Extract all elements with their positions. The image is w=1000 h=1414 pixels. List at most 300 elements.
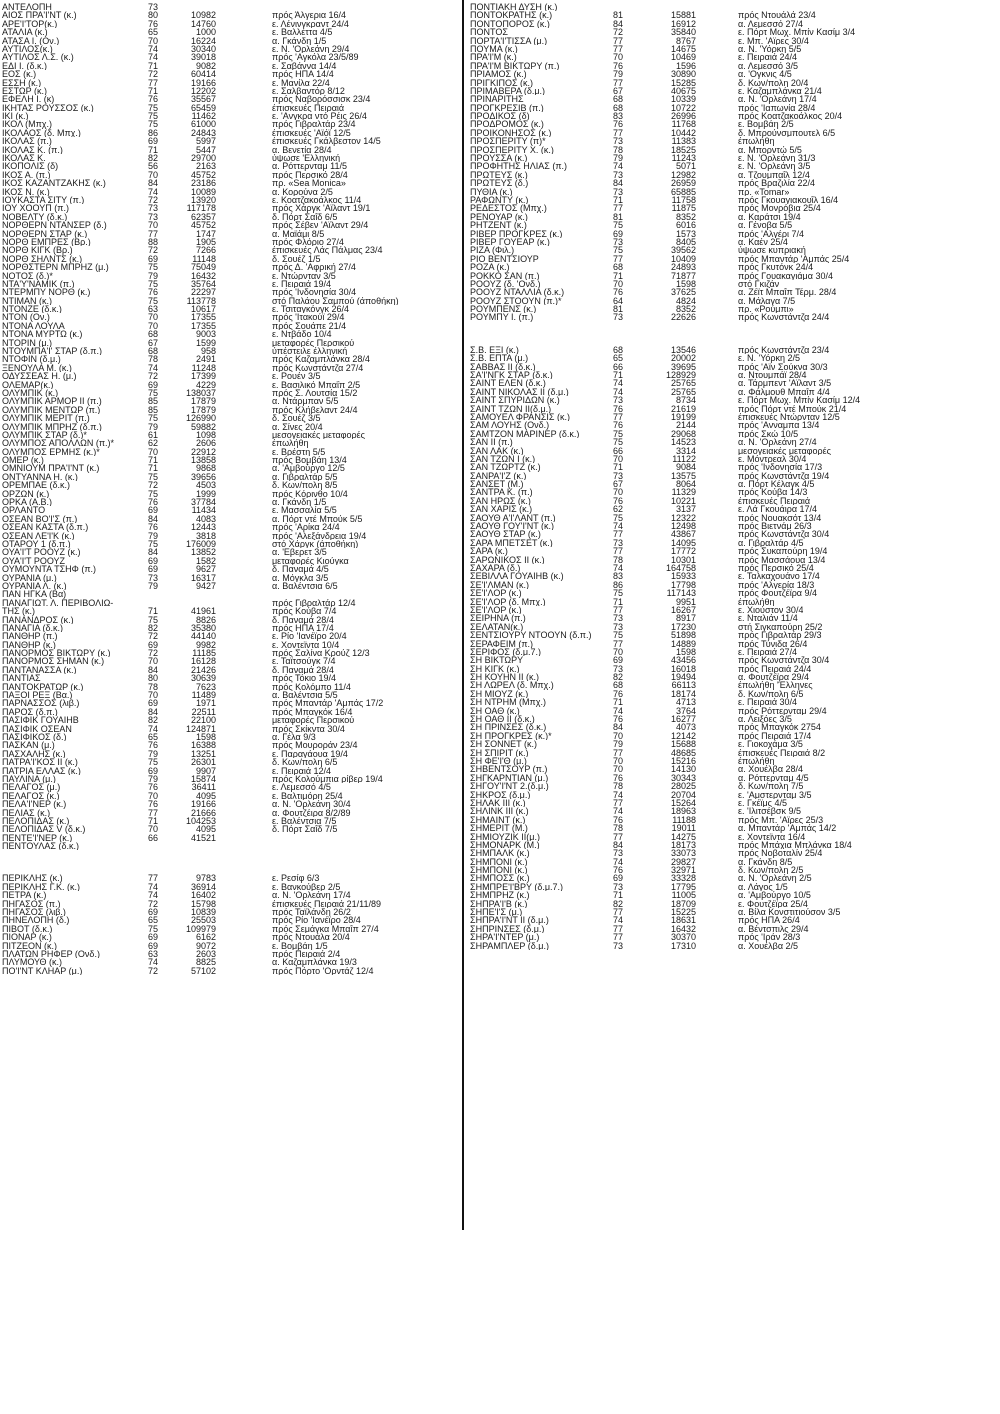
build-year: 77 [613, 204, 624, 213]
tonnage: 10339 [670, 95, 696, 104]
ship-status: πρός 'Ιράν 28/3 [738, 933, 801, 942]
tonnage: 29827 [670, 857, 696, 867]
ship-entry [470, 95, 825, 103]
tonnage: 11434 [191, 506, 216, 515]
build-year: 80 [148, 11, 159, 20]
tonnage: 16912 [670, 19, 696, 29]
build-year: 61 [148, 430, 159, 440]
tonnage: 33073 [670, 849, 696, 858]
tonnage: 12142 [670, 731, 696, 741]
build-year: 76 [148, 800, 159, 809]
build-year: 77 [613, 798, 624, 808]
ship-status: ε. Φουτζέϊρα 25/4 [738, 899, 808, 909]
tonnage: 16432 [670, 924, 696, 934]
ship-status: ε. Ντώρνταν 3/5 [272, 271, 336, 280]
right-column [470, 3, 861, 950]
ship-name: ΣΗΒΕΝΤΣΟΥΡ (π.) [470, 765, 548, 774]
ship-status: ε. Βομβάη 1/5 [272, 941, 328, 950]
build-year: 85 [148, 397, 159, 406]
tonnage: 124871 [185, 724, 216, 733]
ship-status: α. Χουέλβα 2/5 [738, 941, 799, 950]
ship-entry [470, 614, 825, 622]
ship-name: ΣΗΜΠΡΗΖ (κ.) [470, 891, 530, 900]
ship-entry [0, 490, 460, 498]
ship-entry [470, 297, 825, 305]
ship-entry [0, 741, 460, 749]
ship-name: ΣΑΝΤΡΑ Κ. (π.) [470, 488, 533, 497]
tonnage: 11489 [191, 691, 216, 700]
ship-status: ε. Πόρτ Μωχ. Μπίν Κασίμ 12/4 [738, 396, 861, 405]
ship-status: πρός Τόκιο 19/4 [272, 674, 337, 683]
ship-entry [470, 195, 839, 205]
ship-entry [0, 733, 460, 741]
ship-name: ΣΑΝ ΛΑΚ (κ.) [470, 446, 524, 455]
build-year: 77 [613, 44, 624, 54]
ship-name: ΙΚΟΠΟΛΙΣ (δ) [2, 162, 59, 171]
ship-name: ΟΡΕΜΠΑΕ (δ.κ.) [2, 481, 71, 490]
build-year: 70 [613, 279, 624, 289]
ship-status: α. Καράτσι 19/4 [738, 212, 801, 222]
build-year: 69 [148, 699, 159, 708]
ship-name: ΣΗΚΡΟΣ (δ.μ.) [470, 790, 531, 799]
tonnage: 26996 [670, 112, 696, 121]
tonnage: 43456 [670, 656, 696, 665]
tonnage: 30890 [670, 70, 696, 79]
ship-status: ε. Γκέϊμς 4/5 [738, 798, 788, 808]
ship-status: πρός Βιετνάμ 26/3 [738, 522, 812, 531]
ship-name: ΣΑΟΥΘ ΓΟΥ'Ι'ΝΤ (κ.) [470, 522, 555, 531]
ship-entry [470, 547, 828, 556]
ship-status: πρός 'Ανναμπα 13/4 [738, 421, 820, 430]
ship-entry [0, 674, 460, 682]
ship-name: ΟΥΑ'Ι'Τ ΡΟΟΥΖ (κ.) [2, 548, 81, 557]
ship-entry [0, 104, 460, 112]
ship-status: α. Σίνες 20/4 [272, 422, 323, 431]
ship-entry [470, 883, 825, 891]
tonnage: 45752 [190, 221, 216, 230]
ship-status: ε. Ταϊτσούγκ 7/4 [272, 657, 336, 666]
ship-name: ΝΤΟΝΖΕ (δ.κ.) [2, 305, 62, 314]
build-year: 71 [148, 464, 159, 473]
ship-name: ΠΡΟΦΗΤΗΣ ΗΛΙΑΣ (π.) [470, 162, 568, 171]
ship-entry [470, 514, 825, 522]
build-year: 84 [148, 179, 159, 188]
build-year: 71 [613, 698, 624, 707]
tonnage: 15881 [670, 11, 696, 20]
ship-entry [0, 179, 460, 187]
ship-name: ΠΑΝΤΙΑΣ [2, 674, 41, 683]
build-year: 72 [148, 246, 159, 255]
ship-entry [0, 800, 460, 808]
tonnage: 11383 [671, 137, 696, 146]
ship-entry [470, 900, 825, 908]
ship-name: ΣΗΜΠΑΛΚ (κ.) [470, 849, 530, 858]
ship-entry [0, 874, 460, 882]
ship-status: πρ. «Tomar» [738, 187, 790, 196]
ship-name: ΠΡΟΣΠΕΡΙΤΥ (π)* [470, 137, 546, 146]
ship-status: α. Ρόττερνταμ 4/5 [738, 773, 809, 783]
build-year: 76 [613, 715, 624, 724]
ship-name: ΕΣΤΩΡ (κ.) [2, 86, 47, 96]
tonnage: 15264 [670, 798, 696, 808]
tonnage: 20704 [670, 790, 696, 799]
build-year: 70 [148, 691, 159, 700]
ship-entry [470, 656, 830, 665]
tonnage: 16018 [670, 664, 696, 674]
ship-name: ΝΟΡΘΕΡΝ ΝΤΑΝΣΕΡ (δ.) [2, 221, 107, 230]
tonnage: 14130 [670, 765, 696, 774]
build-year: 76 [148, 19, 159, 29]
ship-status: πρός Άλγερια 16/4 [272, 11, 347, 20]
tonnage: 5071 [675, 162, 696, 171]
ship-name: ΠΕΛΟΠΙΔΑΣ (κ.) [2, 816, 70, 826]
ship-status: πρός Πόρτο 'Ορντάζ 12/4 [272, 966, 374, 976]
build-year: 77 [613, 36, 624, 45]
build-year: 74 [613, 162, 624, 171]
ship-name: ΣΕΒΙΛΛΑ ΓΟΥΑΙΗΒ (κ.) [470, 572, 564, 581]
ship-name: ΡΙΒΕΡ ΓΟΥΕΑΡ (κ.) [470, 237, 550, 247]
ship-entry [470, 572, 825, 580]
ship-status: ε. Μόντρεαλ 30/4 [738, 454, 807, 464]
ship-status: ε. Βαλλέττα 4/5 [272, 28, 333, 37]
build-year: 69 [148, 908, 159, 917]
section-gap [0, 850, 460, 874]
tonnage: 4824 [675, 296, 696, 306]
ship-entry [470, 354, 825, 362]
ship-status: πρός Κοατζακοάλκος 20/4 [738, 112, 843, 121]
ship-entry [470, 471, 830, 481]
tonnage: 4083 [195, 514, 216, 524]
build-year: 72 [148, 372, 159, 381]
ship-entry [0, 767, 460, 775]
ship-name: ΑΤΑΛΙΑ (κ.) [2, 28, 48, 37]
ship-entry [470, 807, 825, 815]
ship-entry [470, 891, 825, 899]
tonnage: 12322 [670, 513, 696, 523]
ship-name: ΠΗΝΕΛΟΠΗ (δ.) [2, 916, 70, 925]
tonnage: 19494 [670, 673, 696, 682]
ship-name: ΠΑΝΤΑΝΑΣΣΑ (κ.) [2, 665, 77, 675]
ship-status: έπισκευές 'Αϊόϊ 12/5 [272, 128, 351, 138]
tonnage: 41961 [190, 607, 216, 616]
tonnage: 17310 [670, 941, 696, 950]
ship-entry [470, 238, 825, 246]
build-year: 82 [613, 899, 624, 909]
ship-name: ΑΡΕ'Ι'ΤΟΡ(κ.) [2, 19, 58, 29]
ship-name: ΣΗΜΠΡΕ'Ι'ΒΡΥ (δ.μ.7.) [470, 882, 564, 892]
tonnage: 26301 [190, 758, 216, 767]
tonnage: 10469 [670, 53, 696, 62]
ship-status: πρός Γουακαγιάμα 30/4 [738, 271, 833, 280]
ship-name: ΟΣΕΑΝ ΒΟ'Ι'Σ (π.) [2, 514, 78, 524]
ship-name: ΠΗΓΑΣΟΣ (π.) [2, 899, 61, 909]
build-year: 77 [148, 874, 159, 883]
ship-entry [0, 79, 460, 87]
ship-name: ΝΤΟΥΜΠΑ'Ι' ΣΤΑΡ (δ.π.) [2, 347, 102, 356]
ship-entry [0, 70, 460, 78]
ship-entry [0, 758, 460, 766]
ship-status: πρός Βραζιλία 22/4 [738, 179, 816, 188]
ship-status: α. Μπαντάρ 'Αμπάς 14/2 [738, 824, 837, 833]
build-year: 79 [148, 422, 159, 431]
tonnage: 14095 [670, 538, 696, 548]
ship-name: ΠΟΝΤΟΠΟΡΟΣ (κ.) [470, 19, 550, 29]
build-year: 70 [148, 791, 159, 801]
ship-name: ΠΟΝΤΟΣ [470, 28, 508, 37]
build-year: 65 [148, 28, 159, 37]
build-year: 75 [613, 438, 624, 447]
ship-entry [470, 3, 825, 11]
tonnage: 30639 [190, 674, 216, 683]
tonnage: 17355 [190, 321, 216, 331]
build-year: 84 [148, 548, 159, 557]
build-year: 68 [613, 263, 624, 272]
tonnage: 9951 [675, 597, 696, 606]
ship-name: ΠΡΙΝΑΡΙΤΗΣ [470, 95, 524, 104]
tonnage: 13852 [190, 548, 216, 557]
build-year: 74 [613, 387, 624, 397]
tonnage: 29068 [670, 429, 696, 439]
build-year: 75 [613, 589, 624, 598]
ship-name: ΣΕΙΡΗΝΑ (π.) [470, 614, 526, 623]
tonnage: 14760 [190, 19, 216, 29]
ship-name: ΠΕΛΑ'Ι'ΝΕΡ (κ.) [2, 800, 67, 809]
ship-name: ΠΑΣΚΑΝ (μ.) [2, 741, 55, 750]
build-year: 82 [148, 716, 159, 725]
ship-status: α. Ν. 'Ορλεάνη 17/4 [738, 95, 817, 104]
ship-name: ΣΗ ΠΡΙΝΣΕΣ (δ.κ.) [470, 723, 547, 732]
ship-name: ΠΑΣΙΦΙΚ ΓΟΥΑΙΗΒ [2, 716, 79, 725]
build-year: 70 [613, 454, 624, 464]
build-year: 63 [148, 949, 159, 959]
tonnage: 41521 [190, 833, 216, 843]
ship-name: ΙΚΗΤΑΣ ΡΟΥΣΣΟΣ (κ.) [2, 103, 94, 113]
build-year: 74 [613, 790, 624, 799]
ship-name: ΠΕΡΙΚΛΗΣ (κ.) [2, 874, 63, 883]
build-year: 69 [148, 556, 159, 566]
ship-name: ΣΗ ΟΑΘ ΙΙ (δ.κ.) [470, 715, 535, 724]
tonnage: 9627 [195, 565, 216, 574]
ship-entry [0, 339, 460, 347]
ship-entry [0, 313, 460, 321]
tonnage: 65885 [670, 187, 696, 196]
build-year: 73 [613, 664, 624, 674]
build-year: 78 [613, 782, 624, 791]
ship-name: ΠΡΩΤΕΥΣ (κ.) [470, 170, 528, 180]
build-year: 65 [613, 354, 624, 363]
build-year: 68 [613, 103, 624, 113]
ship-status: πρός Μασσάουα 13/4 [738, 555, 826, 565]
ship-status: πρός Σουάπε 21/4 [272, 321, 347, 331]
ship-name: ΙΚΟΣ ΚΑΖΑΝΤΖΑΚΗΣ (κ.) [2, 179, 106, 188]
build-year: 76 [613, 689, 624, 699]
ship-entry [0, 699, 460, 707]
ship-name: ΟΜΕΡ (κ.) [2, 456, 44, 465]
build-year: 69 [148, 506, 159, 515]
ship-entry [0, 381, 460, 389]
ship-name: ΠΡΟΥΣΣΑ (κ.) [470, 154, 528, 163]
ship-entry [470, 866, 825, 874]
ship-entry [0, 230, 460, 238]
ship-status: ύψωσε 'Ελληνική [272, 154, 341, 163]
ship-status: δ. Μπρούνσμπουτελ 6/5 [738, 128, 836, 138]
build-year: 77 [613, 78, 624, 87]
ship-name: ΣΗΠΡΑ'Ι'ΝΤ ΙΙ (δ.μ.) [470, 916, 549, 925]
ship-name: ΡΟΟΥΖ (δ. 'Ονδ.) [470, 279, 541, 289]
build-year: 74 [148, 882, 159, 892]
ship-name: ΕΣΣΗ (κ.) [2, 78, 42, 87]
tonnage: 4095 [195, 791, 216, 801]
ship-entry [0, 624, 460, 632]
ship-entry [0, 246, 460, 254]
ship-name: ΣΕ'Ι'ΛΟΡ (κ.) [470, 589, 522, 598]
tonnage: 48685 [670, 748, 696, 757]
ship-status: α. Γιβραλτάρ 5/5 [272, 472, 338, 482]
tonnage: 61000 [190, 120, 216, 129]
tonnage: 11005 [671, 891, 696, 900]
tonnage: 22912 [190, 447, 216, 457]
ship-status: πρός Ντουάλα 20/4 [272, 933, 350, 942]
ship-entry [470, 11, 825, 19]
ship-status: πρός ΗΠΑ 14/4 [272, 70, 334, 79]
ship-entry [470, 288, 837, 297]
build-year: 74 [613, 379, 624, 388]
ship-name: ΑΙΟΣ ΠΡΑ'Ι'ΝΤ (κ.) [2, 11, 77, 20]
ship-name: ΡΙΒΕΡ ΠΡΟΓΚΡΕΣ (κ.) [470, 229, 563, 238]
tonnage: 24843 [190, 128, 216, 138]
ship-entry [470, 564, 825, 572]
ship-status: πρός ΗΠΑ 26/4 [738, 916, 800, 925]
ship-name: ΟΛΥΜΠΙΚ ΣΤΑΡ (δ.)* [2, 430, 87, 440]
ship-name: ΡΟΖΑ (κ.) [470, 263, 510, 272]
ship-entry [470, 204, 825, 212]
tonnage: 21426 [190, 665, 216, 675]
build-year: 71 [148, 607, 159, 616]
ship-entry [470, 62, 825, 70]
ship-entry [470, 463, 825, 471]
build-year: 68 [148, 347, 159, 356]
tonnage: 18631 [670, 916, 696, 925]
build-year: 75 [148, 296, 159, 306]
build-year: 71 [148, 145, 159, 155]
ship-entry [470, 79, 825, 87]
ship-entry [0, 506, 460, 514]
ship-status: πρός Τύνιδα 26/4 [738, 639, 808, 648]
ship-name: ΝΟΡΘ ΕΜΠΡΕΣ (Βρ.) [2, 237, 91, 247]
build-year: 75 [613, 513, 624, 523]
ship-entry [0, 11, 460, 19]
build-year: 75 [148, 472, 159, 482]
ship-status: ε. Τσιταγκόνγκ 26/4 [272, 305, 349, 314]
ship-status: πρός Πειραιά 2/4 [272, 949, 341, 959]
ship-name: ΟΣΕΑΝ ΛΕ'Ι'Κ (κ.) [2, 531, 75, 541]
ship-entry [470, 816, 825, 824]
tonnage: 8064 [675, 480, 696, 489]
ship-status: ε. Ρουέν 3/5 [272, 372, 321, 381]
ship-name: ΣΗΡΑΜΠΛΕΡ (δ.μ.) [470, 941, 549, 950]
ship-entry [470, 874, 825, 882]
ship-entry [0, 263, 460, 271]
tonnage: 19166 [190, 78, 216, 87]
build-year: 81 [613, 305, 624, 314]
tonnage: 10221 [670, 496, 696, 506]
ship-name: ΠΑΝ ΗΓΚΑ (Βα) [2, 590, 67, 599]
ship-status: α. 'Ογκνις 4/5 [738, 70, 792, 79]
build-year: 77 [613, 924, 624, 934]
ship-status: πρός Ναβορόσσισκ 23/4 [272, 95, 371, 104]
tonnage: 113778 [186, 296, 216, 306]
ship-status: α. Μάλαγα 7/5 [738, 296, 796, 306]
ship-name: ΠΥΘΙΑ (κ.) [470, 187, 513, 196]
ship-status: α. Βαλέντσια 5/5 [272, 691, 338, 700]
build-year: 75 [148, 263, 159, 272]
ship-entry [470, 765, 825, 773]
ship-name: ΣΕ'Ι'ΛΟΡ (κ.) [470, 605, 522, 615]
tonnage: 10301 [670, 555, 696, 565]
ship-status: ε. Σαλβαντόρ 8/12 [272, 86, 345, 96]
ship-name: ΙΚΟΛΑΣ (π.) [2, 137, 52, 146]
ship-status: δ. Κων/πολη 20/4 [738, 78, 809, 87]
ship-entry [0, 649, 460, 657]
build-year: 66 [613, 362, 624, 372]
ship-entry [0, 548, 460, 556]
ship-name: ΣΑΝ ΧΑΡΙΣ (κ.) [470, 505, 533, 514]
ship-status: πρός Πειραιά 17/4 [738, 731, 812, 741]
ship-status: πρός Κούβα 7/4 [272, 607, 337, 616]
ship-entry [470, 112, 843, 121]
tonnage: 1905 [195, 237, 216, 247]
ship-entry [470, 404, 847, 413]
ship-status: έπισκευές Λάς Πάλμας 23/4 [272, 246, 383, 255]
tonnage: 60414 [190, 70, 216, 79]
tonnage: 18709 [670, 899, 696, 909]
build-year: 62 [613, 505, 624, 514]
tonnage: 8352 [675, 212, 696, 222]
build-year: 77 [148, 229, 159, 238]
build-year: 64 [613, 296, 624, 306]
ship-name: ΠΕΛΟΠΙΔΑΣ V (δ.κ.) [2, 825, 86, 834]
build-year: 73 [613, 941, 624, 950]
ship-entry [470, 623, 825, 631]
tonnage: 25765 [670, 387, 696, 397]
build-year: 88 [148, 237, 159, 247]
ship-entry [470, 858, 825, 866]
ship-entry [0, 809, 460, 817]
ship-entry [0, 129, 460, 137]
left-column [0, 3, 460, 975]
ship-entry [0, 330, 460, 338]
ship-status: α. Τάρμπεντ 'Αϊλαντ 3/5 [738, 379, 832, 388]
tonnage: 36411 [191, 783, 216, 792]
build-year: 75 [148, 758, 159, 767]
tonnage: 15933 [670, 572, 696, 581]
ship-name: ΟΥΡΑΝΙΑ Λ. (κ.) [2, 581, 67, 591]
ship-entry [470, 925, 825, 933]
build-year: 75 [148, 924, 159, 934]
ship-status: μεταφορές Περσικού [272, 338, 355, 348]
ship-name: ΠΑΡΝΑΣΣΟΣ (λιβ.) [2, 699, 80, 708]
ship-status: πρός Πόρτ ντέ Μπούκ 21/4 [738, 404, 847, 413]
ship-status: ε. Κοατζακοάλκος 11/4 [272, 195, 362, 205]
tonnage: 25765 [670, 379, 696, 388]
build-year: 74 [148, 53, 159, 62]
ship-name: ΙΚΟΣ Ν. (κ.) [2, 187, 50, 196]
ship-entry [0, 414, 460, 422]
ship-name: ΠΡΑ'Ι'Μ (κ.) [470, 53, 517, 62]
ship-name: ΝΟΡΘΣΤΕΡΝ ΜΠΡΗΖ (μ.) [2, 263, 109, 272]
ship-entry [470, 640, 825, 648]
ship-name: ΠΡΟΙΚΟΝΗΣΟΣ (κ.) [470, 128, 552, 138]
